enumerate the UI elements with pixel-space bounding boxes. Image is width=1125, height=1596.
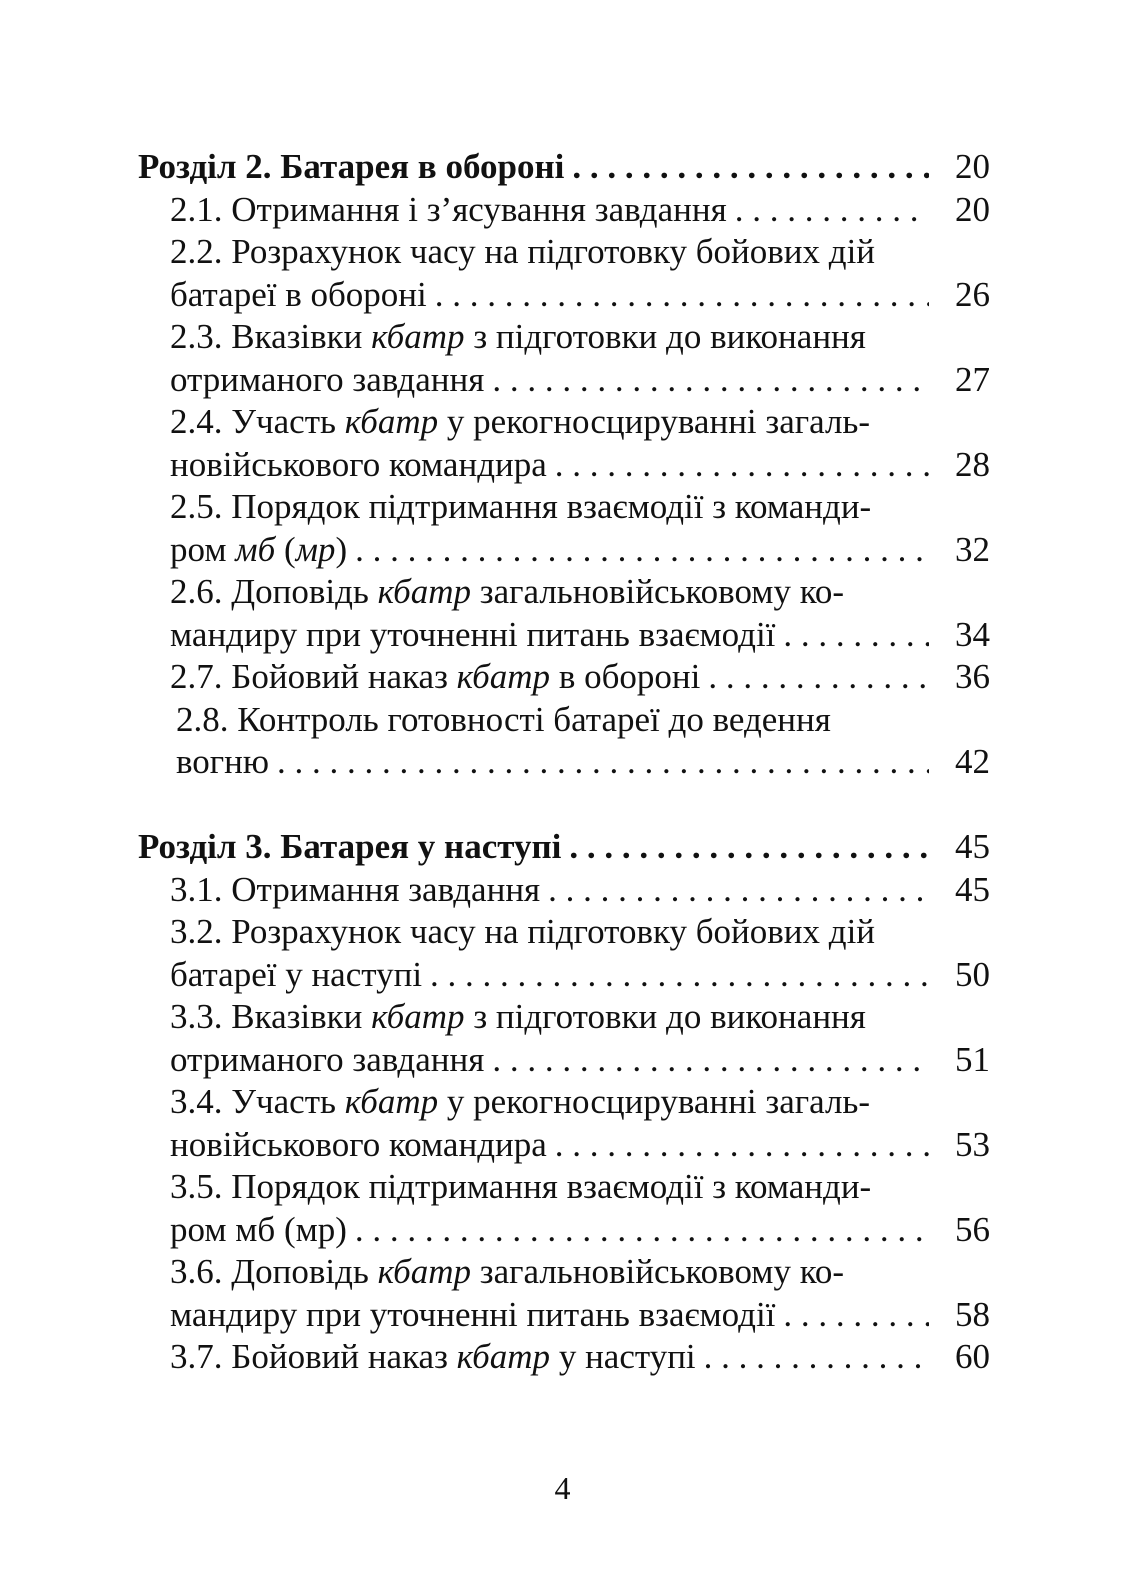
toc-page-number: 45 [955, 869, 990, 909]
toc-entry-line [0, 911, 1125, 954]
toc-entry-text [170, 954, 422, 997]
abbreviation-italic: мб [235, 529, 276, 569]
text-run: 3.1. Отримання завдання [170, 869, 541, 909]
toc-entry-line [0, 1251, 1125, 1294]
toc-page-number: 26 [955, 274, 990, 314]
toc-entry-line [0, 954, 1125, 997]
section-heading [0, 146, 1125, 189]
toc-entry-text [170, 869, 540, 912]
dot-leader [700, 656, 929, 699]
toc-entry-text [176, 741, 269, 784]
text-run: отриманого завдання [170, 1039, 485, 1079]
dot-leader [484, 359, 929, 402]
toc-entry-line [0, 1039, 1125, 1082]
toc-entry-line [0, 316, 1125, 359]
abbreviation-italic: кбатр [456, 657, 551, 696]
toc-entry-text [170, 402, 870, 441]
text-run: ( [275, 529, 296, 569]
toc-entry-line [0, 869, 1125, 912]
toc-entry-text [176, 700, 831, 739]
text-run: з підготовки до виконання [464, 317, 866, 356]
text-run: мандиру при уточненні питань взаємодії [170, 614, 776, 654]
toc-entry-line [0, 699, 1125, 742]
toc-page-number: 36 [955, 657, 990, 696]
text-run: 2.4. Участь [170, 402, 345, 441]
toc-entry-line [0, 996, 1125, 1039]
toc-entry-text [170, 572, 844, 611]
toc-entry-line [0, 1166, 1125, 1209]
text-run: 2.7. Бойовий наказ [170, 657, 457, 696]
text-run: 3.7. Бойовий наказ [170, 1337, 457, 1376]
toc-entry-text [170, 444, 547, 487]
abbreviation-italic: мр [295, 529, 336, 569]
toc-entry-line [0, 1294, 1125, 1337]
toc-entry-line [0, 656, 1125, 699]
toc-entry-line [0, 1209, 1125, 1252]
section-heading [0, 826, 1125, 869]
text-run: батареї у наступі [170, 954, 423, 994]
text-run: ром мб (мр) [170, 1209, 347, 1249]
toc-entry-line [0, 444, 1125, 487]
dot-leader [727, 189, 929, 232]
abbreviation-italic: кбатр [371, 317, 465, 356]
toc-entry-line [0, 1124, 1125, 1167]
toc-entry-line [0, 571, 1125, 614]
toc-page-number: 27 [955, 359, 990, 399]
toc-entry-text [170, 529, 347, 572]
toc-entry-text [170, 1039, 484, 1082]
toc-entry-line [0, 529, 1125, 572]
text-run: новійськового командира [170, 1124, 547, 1164]
dot-leader [484, 1039, 929, 1082]
toc-entry-text [170, 274, 427, 317]
table-of-contents [0, 146, 1125, 1379]
toc-page-number: 56 [955, 1209, 990, 1249]
text-run: 2.3. Вказівки [170, 317, 372, 356]
toc-entry-line [0, 741, 1125, 784]
dot-leader [540, 869, 929, 912]
dot-leader [422, 954, 929, 997]
section-heading-text: Розділ 3. Батарея у наступі [138, 827, 562, 866]
toc-entry-line [0, 189, 1125, 232]
toc-entry-line [0, 401, 1125, 444]
abbreviation-italic: кбатр [456, 1337, 551, 1376]
dot-leader [427, 274, 929, 317]
section-gap [0, 784, 1125, 827]
text-run: 2.1. Отримання і з’ясування завдання [170, 189, 727, 229]
toc-page-number: 51 [955, 1039, 990, 1079]
text-run: з підготовки до виконання [464, 997, 866, 1036]
dot-leader [347, 529, 929, 572]
text-run: ) [335, 529, 348, 569]
toc-entry-text [170, 317, 866, 356]
section-heading-text: Розділ 2. Батарея в обороні [138, 147, 565, 186]
toc-entry-text [170, 1209, 347, 1252]
toc-entry-text [170, 1082, 870, 1121]
toc-page-number: 20 [955, 147, 990, 186]
text-run: у рекогносцируванні загаль- [438, 402, 871, 441]
dot-leader [561, 826, 929, 869]
text-run: у наступі [550, 1337, 696, 1376]
toc-entry-text [170, 912, 875, 951]
toc-page-number: 53 [955, 1124, 990, 1164]
toc-page-number: 32 [955, 529, 990, 569]
toc-entry-line [0, 1081, 1125, 1124]
toc-entry-text [170, 1336, 696, 1379]
toc-entry-text [170, 189, 727, 232]
dot-leader [347, 1209, 929, 1252]
page-number: 4 [554, 1470, 571, 1506]
text-run: 3.5. Порядок підтримання взаємодії з команди- [170, 1167, 872, 1206]
text-run: 2.2. Розрахунок часу на підготовку бойових дій [170, 232, 876, 271]
toc-entry-line [0, 614, 1125, 657]
text-run: загальновійськовому ко- [471, 572, 845, 611]
dot-leader [564, 146, 929, 189]
text-run: загальновійськовому ко- [471, 1252, 845, 1291]
dot-leader [269, 741, 929, 784]
toc-page-number: 45 [955, 827, 990, 866]
dot-leader [696, 1336, 929, 1379]
abbreviation-italic: кбатр [377, 572, 472, 611]
abbreviation-italic: кбатр [377, 1252, 472, 1291]
text-run: 2.8. Контроль готовності батареї до ведення [176, 699, 831, 739]
text-run: 3.2. Розрахунок часу на підготовку бойових дій [170, 912, 876, 951]
dot-leader [775, 614, 929, 657]
abbreviation-italic: кбатр [344, 402, 439, 441]
dot-leader [775, 1294, 929, 1337]
text-run: отриманого завдання [170, 359, 485, 399]
toc-entry-text [170, 1294, 775, 1337]
abbreviation-italic: кбатр [371, 997, 465, 1036]
dot-leader [547, 1124, 929, 1167]
toc-entry-line [0, 359, 1125, 402]
text-run: 2.6. Доповідь [170, 572, 378, 611]
toc-page-number: 58 [955, 1294, 990, 1334]
toc-entry-text [170, 359, 484, 402]
toc-entry-text [170, 614, 775, 657]
text-run: мандиру при уточненні питань взаємодії [170, 1294, 776, 1334]
toc-entry-text [170, 487, 871, 526]
toc-entry-text [170, 1124, 547, 1167]
toc-page-number: 20 [955, 189, 990, 229]
toc-page-number: 34 [955, 614, 990, 654]
toc-entry-text [170, 1167, 871, 1206]
toc-page-number: 60 [955, 1337, 990, 1376]
toc-entry-line [0, 1336, 1125, 1379]
text-run: 3.6. Доповідь [170, 1252, 378, 1291]
toc-page-number: 42 [955, 742, 990, 781]
toc-page-number: 28 [955, 444, 990, 484]
toc-page-number: 50 [955, 954, 990, 994]
text-run: у рекогносцируванні загаль- [438, 1082, 871, 1121]
abbreviation-italic: кбатр [344, 1082, 439, 1121]
toc-entry-text [170, 656, 700, 699]
text-run: новійськового командира [170, 444, 547, 484]
text-run: 3.4. Участь [170, 1082, 345, 1121]
text-run: батареї в обороні [170, 274, 427, 314]
text-run: ром [170, 529, 236, 569]
dot-leader [547, 444, 929, 487]
text-run: 3.3. Вказівки [170, 997, 372, 1036]
toc-entry-text [170, 1252, 844, 1291]
toc-entry-text [170, 232, 875, 271]
toc-entry-line [0, 486, 1125, 529]
toc-entry-line [0, 231, 1125, 274]
text-run: в обороні [550, 657, 701, 696]
toc-entry-text [170, 997, 866, 1036]
toc-entry-line [0, 274, 1125, 317]
text-run: 2.5. Порядок підтримання взаємодії з команди- [170, 487, 872, 526]
text-run: вогню [176, 742, 270, 781]
